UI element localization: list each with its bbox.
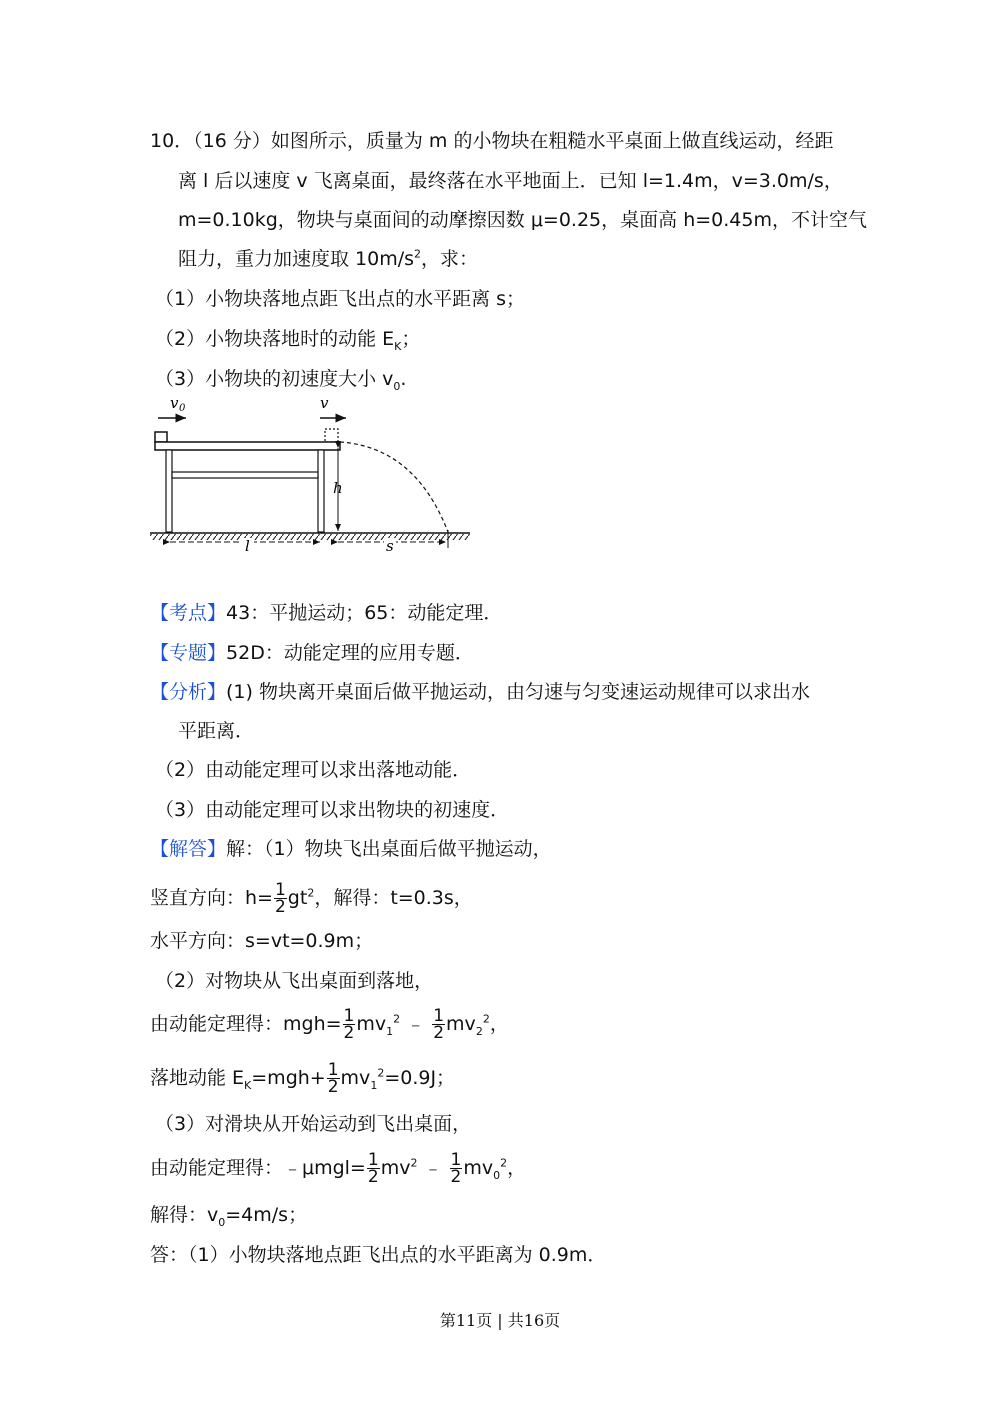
vert-post: ，解得：t=0.3s， — [314, 887, 473, 909]
denominator: 2 — [327, 1077, 339, 1097]
label-l: l — [245, 537, 250, 555]
eq2-post: ， — [489, 1013, 509, 1035]
fraction — [274, 882, 287, 915]
table-crossbar — [172, 472, 318, 478]
trajectory-curve — [340, 442, 448, 532]
label-v0-sub: 0 — [179, 403, 186, 414]
eq2-pre: 由动能定理得：mgh= — [150, 1013, 342, 1035]
numerator: 1 — [433, 1006, 445, 1026]
question-line-4 — [178, 246, 478, 272]
fraction — [343, 1008, 356, 1041]
superscript: 2 — [393, 1012, 401, 1026]
table-leg-right — [318, 450, 324, 532]
fraction — [432, 1008, 445, 1041]
sub-question-3-end: . — [400, 368, 407, 390]
block-start — [155, 432, 167, 442]
superscript: 2 — [500, 1156, 508, 1170]
numerator: 1 — [450, 1150, 462, 1170]
fraction — [367, 1152, 380, 1185]
ek-mid: =mgh+ — [251, 1067, 326, 1089]
subscript: K — [394, 339, 402, 353]
subscript: 0 — [393, 379, 401, 393]
minus: ﹣ — [400, 1013, 432, 1035]
numerator: 1 — [343, 1006, 355, 1026]
v0-result — [150, 1202, 307, 1228]
label-h: h — [333, 479, 343, 497]
eq2-term-a: mv — [356, 1013, 387, 1035]
jieda-line — [150, 836, 552, 862]
eq2-term-b: mv — [446, 1013, 476, 1035]
subscript: 0 — [493, 1168, 501, 1182]
sub-question-3 — [155, 366, 406, 392]
label-v0: v — [170, 394, 179, 412]
fenxi-line-2: 平距离． — [178, 720, 255, 742]
jieda-text: 解：（1）物块飞出桌面后做平抛运动， — [226, 838, 552, 860]
table-leg-left — [166, 450, 172, 532]
denominator: 2 — [450, 1167, 462, 1187]
subscript: 2 — [475, 1024, 483, 1038]
kaodian-line — [150, 600, 502, 626]
eq3-pre: 由动能定理得：﹣μmgl= — [150, 1157, 366, 1179]
subscript: 1 — [370, 1078, 378, 1092]
sub-question-2-end: ； — [401, 328, 421, 350]
superscript: 2 — [414, 247, 422, 261]
ek-post: =0.9J； — [384, 1067, 456, 1089]
eq3-post: ， — [507, 1157, 527, 1179]
sub-question-2-text: （2）小物块落地时的动能 E — [155, 328, 395, 350]
physics-figure — [150, 392, 480, 562]
question-line-3: m=0.10kg，物块与桌面间的动摩擦因数 μ=0.25，桌面高 h=0.45m，不计空气 — [178, 209, 867, 231]
eq3-term-a: mv — [380, 1157, 411, 1179]
label-v: v — [320, 394, 329, 412]
ek-mv: mv — [340, 1067, 371, 1089]
fenxi-part-3: （3）由动能定理可以求出物块的初速度． — [155, 799, 510, 821]
numerator: 1 — [367, 1150, 379, 1170]
denominator: 2 — [367, 1167, 379, 1187]
label-s: s — [386, 537, 394, 555]
zhuanti-text: 52D：动能定理的应用专题． — [226, 642, 474, 664]
denominator: 2 — [343, 1023, 355, 1043]
ek-pre: 落地动能 E — [150, 1067, 245, 1089]
table-top — [155, 442, 340, 450]
subscript: K — [244, 1078, 252, 1092]
kaodian-text: 43：平抛运动；65：动能定理． — [226, 602, 503, 624]
fenxi-part-2: （2）由动能定理可以求出落地动能． — [155, 759, 472, 781]
denominator: 2 — [433, 1023, 445, 1043]
vert-pre: 竖直方向：h= — [150, 887, 273, 909]
subscript: 1 — [386, 1024, 394, 1038]
minus: ﹣ — [417, 1157, 449, 1179]
kaodian-tag: 【考点】 — [150, 602, 227, 624]
sub-question-1: （1）小物块落地点距飞出点的水平距离 s； — [155, 288, 526, 310]
fenxi-text-1: (1) 物块离开桌面后做平抛运动，由匀速与匀变速运动规律可以求出水 — [226, 681, 810, 703]
vert-mid: gt — [287, 887, 308, 909]
denominator: 2 — [274, 897, 286, 917]
zhuanti-tag: 【专题】 — [150, 642, 227, 664]
v0-pre: 解得：v — [150, 1204, 219, 1226]
superscript: 2 — [307, 886, 315, 900]
part-3-intro: （3）对滑块从开始运动到飞出桌面， — [155, 1113, 472, 1135]
energy-equation-3 — [150, 1148, 526, 1188]
superscript: 2 — [377, 1066, 385, 1080]
superscript: 2 — [410, 1156, 418, 1170]
fraction — [327, 1062, 340, 1095]
vertical-equation — [150, 878, 473, 918]
question-line-2: 离 l 后以速度 v 飞离桌面，最终落在水平地面上．已知 l=1.4m，v=3.0m/s， — [178, 170, 843, 192]
numerator: 1 — [327, 1060, 339, 1080]
fraction — [450, 1152, 463, 1185]
fenxi-tag: 【分析】 — [150, 681, 227, 703]
horizontal-equation: 水平方向：s=vt=0.9m； — [150, 930, 374, 952]
question-line-1: 10．（16 分）如图所示，质量为 m 的小物块在粗糙水平桌面上做直线运动，经距 — [150, 130, 834, 152]
part-2-intro: （2）对物块从飞出桌面到落地， — [155, 970, 434, 992]
block-edge — [325, 429, 338, 442]
fenxi-line — [150, 679, 810, 705]
eq3-term-b: mv — [463, 1157, 494, 1179]
final-answer: 答：（1）小物块落地点距飞出点的水平距离为 0.9m． — [150, 1244, 607, 1266]
question-line-4-end: ，求： — [421, 248, 479, 270]
jieda-tag: 【解答】 — [150, 838, 227, 860]
ground-hatch — [150, 534, 470, 540]
kinetic-energy-equation — [150, 1058, 455, 1098]
subscript: 0 — [218, 1215, 226, 1229]
v0-post: =4m/s； — [225, 1204, 308, 1226]
energy-equation-2 — [150, 1004, 509, 1044]
question-line-4-text: 阻力，重力加速度取 10m/s — [178, 248, 415, 270]
zhuanti-line — [150, 640, 474, 666]
numerator: 1 — [274, 880, 286, 900]
sub-question-3-text: （3）小物块的初速度大小 v — [155, 368, 394, 390]
sub-question-2 — [155, 326, 420, 352]
page-footer: 第11页 | 共16页 — [439, 1311, 561, 1330]
superscript: 2 — [482, 1012, 490, 1026]
